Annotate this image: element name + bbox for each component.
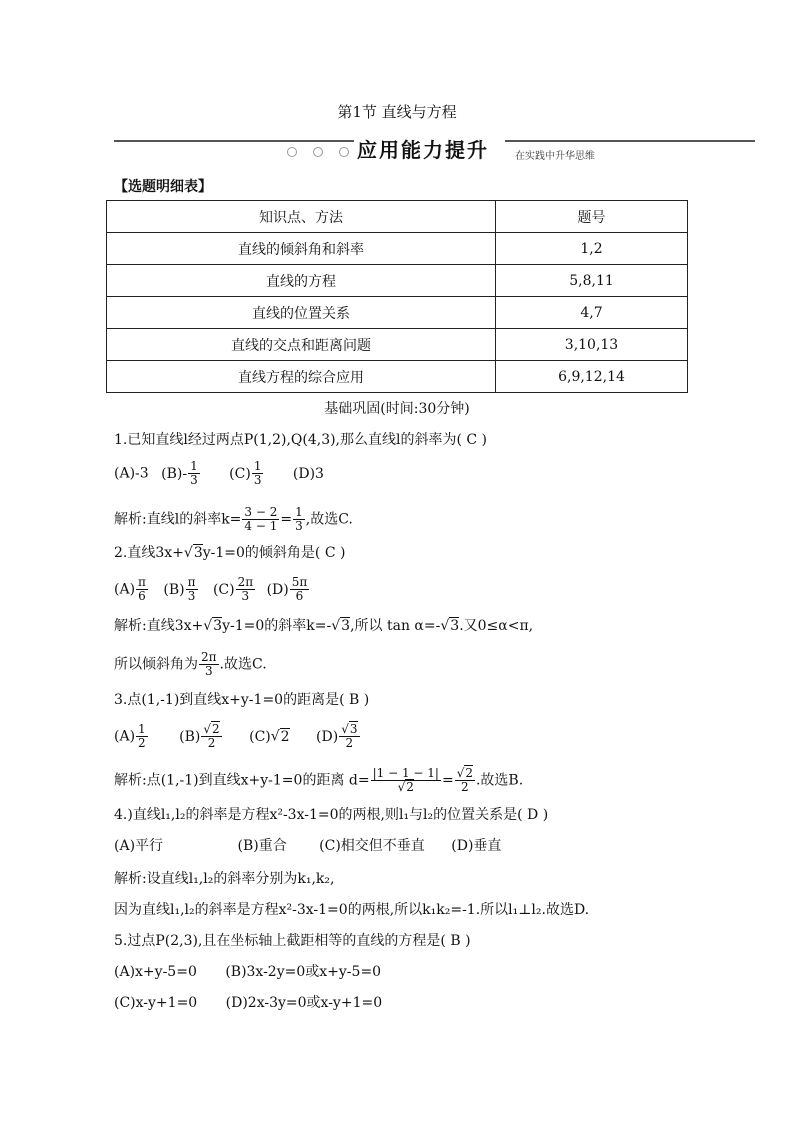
q4-options: (A)平行 (B)重合 (C)相交但不垂直 (D)垂直 [114,838,502,854]
q1-option-d: (D)3 [292,465,324,482]
q1-option-a: (A)-3 [114,465,149,482]
table-row [107,233,688,265]
circle-decoration-icon [287,147,297,157]
table-cell: 直线的位置关系 [107,297,496,329]
q1-solution-fraction: $\frac{3 - 2}{4 - 1}$ [244,505,278,533]
table-row [107,265,688,297]
q1-stem: 1.已知直线l经过两点P(1,2),Q(4,3),那么直线l的斜率为( C ) [114,432,488,448]
table-row [107,361,688,393]
q1-option-c-fraction: $\frac{1}{3}$ [253,459,262,487]
table-row [107,297,688,329]
table-cell: 直线的倾斜角和斜率 [107,233,496,265]
q1-options [114,460,324,487]
table-cell: 3,10,13 [496,329,688,361]
q2-solution-line2: 所以倾斜角为 $\frac{2\pi}{3}$ .故选C. [114,650,267,678]
table-section-label: 【选题明细表】 [114,179,212,195]
q3-solution: 解析:点(1,-1)到直线x+y-1=0的距离 d= $\frac{|1 - 1 - 1|}{√2}$ = $\frac{√2}{2}$ .故选B. [114,766,524,794]
q3-options: (A) $\frac{1}{2}$ (B) $\frac{√2}{2}$ (C)√2 (D) $\frac{√3}{2}$ [114,722,358,750]
q2-options: (A) $\frac{\pi}{6}$ (B) $\frac{\pi}{3}$ (C) $\frac{2\pi}{3}$ (D) $\frac{5\pi}{6}$ [114,575,308,603]
table-cell: 5,8,11 [496,265,688,297]
q1-option-c: (C) [229,465,251,482]
q1-option-b: (B)- [161,465,188,482]
banner-title: 应用能力提升 [357,138,489,162]
circle-decoration-icon [313,147,323,157]
table-cell: 直线方程的综合应用 [107,361,496,393]
circle-decoration-icon [339,147,349,157]
table-header-row [107,201,688,233]
q1-solution-result: $\frac{1}{3}$ [295,505,303,533]
subsection-title: 基础巩固(时间:30分钟) [324,401,470,417]
column-header: 题号 [496,201,688,233]
q2-solution-line1: 解析:直线3x+√3y-1=0的斜率k=-√3,所以 tan α=-√3.又0≤α<π, [114,618,534,634]
table-cell: 直线的交点和距离问题 [107,329,496,361]
banner-subtitle: 在实践中升华思维 [515,151,595,162]
sqrt-icon: √ [183,545,193,561]
section-title: 第1节 直线与方程 [337,103,457,121]
table-cell: 6,9,12,14 [496,361,688,393]
column-header: 知识点、方法 [107,201,496,233]
q3-stem: 3.点(1,-1)到直线x+y-1=0的距离是( B ) [114,692,370,708]
sqrt-icon: √ [331,618,341,634]
table-cell: 4,7 [496,297,688,329]
header-rule-right [505,140,755,142]
q5-options-row2: (C)x-y+1=0 (D)2x-3y=0或x-y+1=0 [114,995,383,1011]
sqrt-icon: √ [440,618,450,634]
table-cell: 1,2 [496,233,688,265]
q5-stem: 5.过点P(2,3),且在坐标轴上截距相等的直线的方程是( B ) [114,933,471,949]
q1-solution: 解析:直线l的斜率k= $\frac{3 - 2}{4 - 1}$ = $\frac{1}{3}$ ,故选C. [114,505,353,533]
topic-table [106,200,688,393]
q4-solution-line2: 因为直线l₁,l₂的斜率是方程x²-3x-1=0的两根,所以k₁k₂=-1.所以l₁⊥l₂.故选D. [114,902,590,918]
q4-stem: 4.)直线l₁,l₂的斜率是方程x²-3x-1=0的两根,则l₁与l₂的位置关系是( D ) [114,807,549,823]
q4-solution-line1: 解析:设直线l₁,l₂的斜率分别为k₁,k₂, [114,871,335,887]
q5-options-row1: (A)x+y-5=0 (B)3x-2y=0或x+y-5=0 [114,964,382,980]
table-cell: 直线的方程 [107,265,496,297]
table-row [107,329,688,361]
q2-stem: 2.直线3x+√3y-1=0的倾斜角是( C ) [114,545,346,561]
q1-option-b-fraction: $\frac{1}{3}$ [190,459,198,487]
header-rule-left [114,140,354,142]
sqrt-icon: √ [203,618,213,634]
